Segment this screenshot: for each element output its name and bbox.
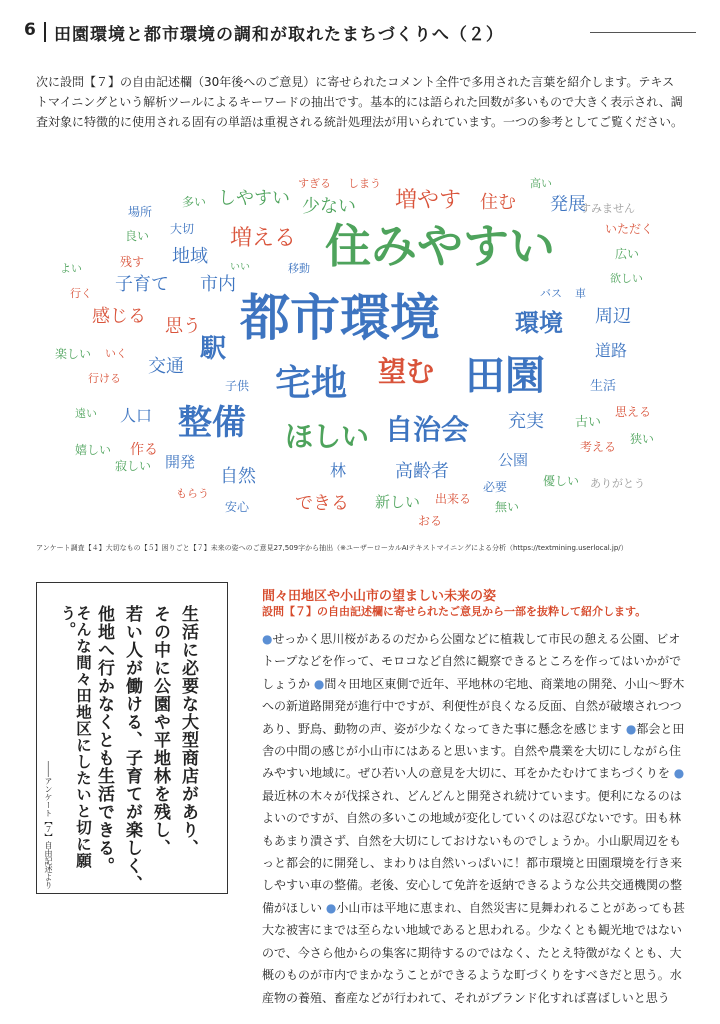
cloud-word: いく: [105, 347, 127, 360]
cloud-word: 寂しい: [115, 459, 152, 473]
cloud-word: ありがとう: [590, 477, 645, 490]
cloud-word: 市内: [200, 274, 236, 295]
cloud-word: 宅地: [275, 363, 348, 404]
bullet-icon: ●: [325, 900, 337, 915]
comments-body: [262, 628, 690, 1009]
comment-text: 都会と田舎の中間の感じが小山市にはあると思います。自然や農業を大切にしながら住みやすい地域に。ぜひ若い人の意見を大切に、耳をかたむけてまちづくりを: [262, 721, 685, 781]
bullet-icon: ●: [262, 632, 273, 646]
cloud-word: 都市環境: [240, 289, 440, 347]
cloud-word: 充実: [508, 411, 544, 432]
cloud-word: 整備: [178, 403, 246, 443]
comment-text: 小山市は平地に恵まれ、自然災害に見舞われることがあっても甚大な被害にまでは至らない地域であると思われる。少なくとも観光地ではないので、今さら他からの集客に期待するのではなく、たとえ特徴がなくとも、大概のものが市内でまかなうことができるような町づくりをすべきだと思う。水産物の養殖、畜産などが行われて、それがブランド化すれば喜ばしいと思う: [262, 900, 685, 1005]
page-title: 田園環境と都市環境の調和が取れたまちづくりへ（２）: [54, 25, 504, 45]
cloud-word: 道路: [595, 341, 628, 360]
cloud-word: 新しい: [375, 493, 421, 511]
cloud-word: 広い: [615, 247, 640, 261]
cloud-word: もらう: [176, 487, 209, 500]
cloud-word: 欲しい: [610, 272, 643, 285]
cloud-word: 子供: [225, 379, 250, 393]
cloud-word: 遠い: [75, 407, 97, 420]
source-note: アンケート調査【４】大切なもの【５】困りごと【７】未来の姿へのご意見27,509字から抽出（※ユーザーローカルAIテキストマイニングによる分析（https://textmining.userlocal.jp/）: [36, 544, 628, 552]
cloud-word: 楽しい: [55, 347, 92, 361]
cloud-word: 移動: [288, 262, 310, 275]
cloud-word: 大切: [170, 222, 195, 236]
cloud-word: ほしい: [285, 420, 370, 453]
bullet-icon: ●: [313, 676, 325, 691]
cloud-word: 開発: [165, 453, 196, 471]
cloud-word: 優しい: [543, 474, 580, 488]
cloud-word: 行ける: [88, 372, 121, 385]
cloud-word: 住む: [480, 192, 516, 213]
cloud-word: 公園: [498, 451, 529, 469]
quote-line: 若い人が働ける、子育てが楽しく、: [122, 605, 142, 893]
cloud-word: 林: [330, 461, 347, 480]
cloud-word: いい: [230, 262, 250, 273]
cloud-word: 嬉しい: [75, 443, 112, 457]
cloud-word: 車: [575, 287, 586, 300]
word-cloud: [40, 168, 680, 538]
cloud-word: 増える: [230, 226, 297, 251]
cloud-word: バス: [540, 287, 562, 300]
cloud-word: 望む: [378, 355, 435, 388]
section-heading: 間々田地区や小山市の望ましい未来の姿: [262, 589, 497, 604]
quote-box: [36, 582, 228, 894]
cloud-word: 地域: [172, 246, 208, 267]
cloud-word: 作る: [130, 442, 158, 458]
comment-text: 最近林の木々が伐採され、どんどんと開発され続けています。便利になるのはよいのですが、自然の多いこの地域が変化していくのは忍びないです。田も林もあまり潰さず、自然を大切にしておけないものでしょうか。小山駅周辺をもっと都会的に開発し、まわりは自然いっぱいに！都市環境と田園環境を行き来しやすい車の整備。老後、安心して免許を返納できるような公共交通機関の整備がほしい: [262, 788, 683, 915]
quote-line: そんな間々田地区にしたいと切に願う。: [58, 605, 92, 869]
cloud-word: 自然: [220, 466, 256, 487]
cloud-word: いただく: [605, 222, 654, 236]
cloud-word: 自治会: [385, 413, 470, 446]
cloud-word: 安心: [225, 500, 250, 514]
cloud-word: 環境: [515, 309, 563, 337]
cloud-word: しまう: [348, 177, 381, 190]
cloud-word: 増やす: [395, 188, 462, 213]
cloud-word: すぎる: [298, 177, 331, 190]
header-rule: [590, 32, 696, 33]
cloud-word: 多い: [182, 195, 207, 209]
quote-line: その中に公園や平地林を残し、: [150, 605, 170, 857]
cloud-word: 出来る: [435, 492, 472, 506]
cloud-word: おる: [418, 514, 443, 528]
quote-line: 他地へ行かなくとも生活できる。: [94, 605, 114, 875]
section-number: 6: [24, 20, 36, 40]
bullet-icon: ●: [673, 766, 685, 781]
cloud-word: 考える: [580, 440, 617, 454]
cloud-word: 高齢者: [395, 461, 449, 482]
cloud-word: しやすい: [218, 188, 290, 209]
cloud-word: 発展: [550, 194, 586, 215]
cloud-word: 狭い: [630, 432, 655, 446]
cloud-word: 周辺: [595, 306, 631, 327]
cloud-word: 場所: [128, 205, 153, 219]
cloud-word: 駅: [200, 334, 227, 364]
cloud-word: よい: [60, 262, 82, 275]
header-divider: [44, 22, 46, 42]
cloud-word: 交通: [148, 356, 184, 377]
cloud-word: 思える: [615, 405, 652, 419]
comment-text: せっかく思川桜があるのだから公園などに植栽して市民の憩える公園、ビオトープなどを作って、モロコなど自然に観察できるところを作ってはいかがでしょうか: [262, 632, 682, 691]
comment-text: 間々田地区東側で近年、平地林の宅地、商業地の開発、小山～野木への新道路開発が進行中ですが、利便性が良くなる反面、自然が破壊されつつあり、野鳥、動物の声、姿が少なくなってきた事に懸念を感じます: [262, 676, 685, 736]
cloud-word: 思う: [165, 316, 201, 337]
intro-paragraph: 次に設問【７】の自由記述欄（30年後へのご意見）に寄せられたコメント全件で多用された言葉を紹介します。テキストマイニングという解析ツールによるキーワードの抽出です。基本的には語られた回数が多いもので大きく表示され、調査対象に特徴的に使用される固有の単語は重視される統計処理法が用いられています。一つの参考としてご覧ください。: [36, 75, 684, 129]
quote-line: 生活に必要な大型商店があり、: [178, 605, 198, 857]
cloud-word: 生活: [590, 379, 617, 394]
quote-attribution: ――アンケート【７】自由記述より: [44, 761, 53, 889]
cloud-word: できる: [295, 493, 349, 514]
cloud-word: すみません: [580, 202, 635, 215]
cloud-word: 古い: [575, 415, 602, 430]
cloud-word: 子育て: [115, 274, 169, 295]
cloud-word: 田園: [465, 353, 545, 399]
cloud-word: 感じる: [92, 306, 146, 327]
cloud-word: 高い: [530, 177, 552, 190]
cloud-word: 住みやすい: [325, 219, 555, 273]
cloud-word: 必要: [483, 480, 508, 494]
cloud-word: 少ない: [302, 196, 356, 217]
page-header: [24, 18, 696, 48]
cloud-word: 無い: [495, 500, 520, 514]
section-note: 設問【７】の自由記述欄に寄せられたご意見から一部を抜粋して紹介します。: [262, 605, 647, 618]
cloud-word: 人口: [120, 406, 153, 425]
cloud-word: 行く: [70, 287, 92, 300]
cloud-word: 残す: [120, 255, 145, 269]
cloud-word: 良い: [125, 229, 150, 243]
bullet-icon: ●: [625, 721, 637, 736]
